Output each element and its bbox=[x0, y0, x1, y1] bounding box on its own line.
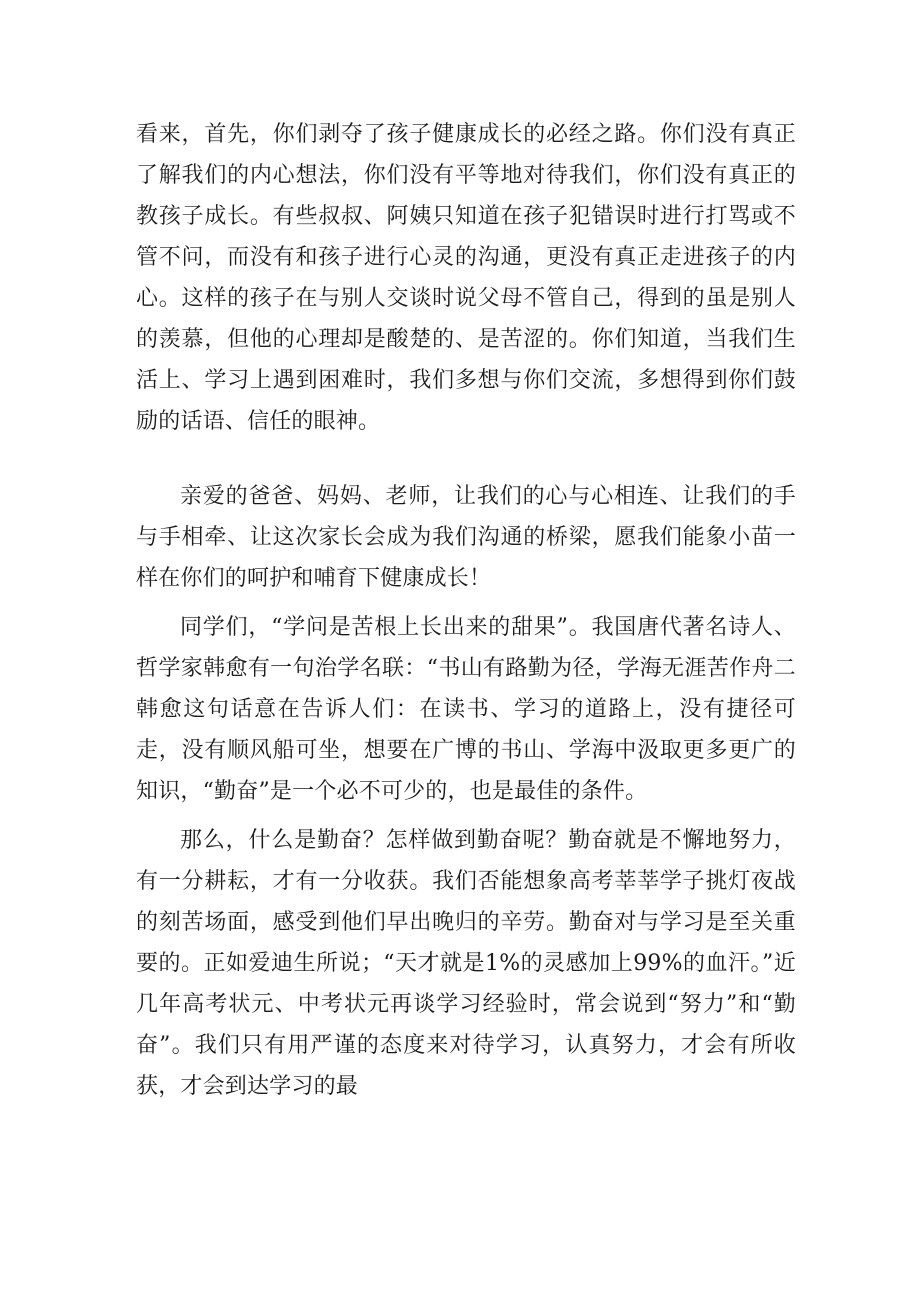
paragraph-1: 看来，首先，你们剥夺了孩子健康成长的必经之路。你们没有真正了解我们的内心想法，你们没有平等地对待我们，你们没有真正的教孩子成长。有些叔叔、阿姨只知道在孩子犯错误时进行打骂或不管不问，而没有和孩子进行心灵的沟通，更没有真正走进孩子的内心。这样的孩子在与别人交谈时说父母不管自己，得到的虽是别人的羡慕，但他的心理却是酸楚的、是苦涩的。你们知道，当我们生活上、学习上遇到困难时，我们多想与你们交流，多想得到你们鼓励的话语、信任的眼神。 bbox=[136, 122, 796, 434]
paragraph-4: 那么，什么是勤奋？怎样做到勤奋呢？勤奋就是不懈地努力，有一分耕耘，才有一分收获。我们否能想象高考莘莘学子挑灯夜战的刻苦场面，感受到他们早出晚归的辛劳。勤奋对与学习是至关重要的。正如爱迪生所说；“天才就是1%的灵感加上99%的血汗。”近几年高考状元、中考状元再谈学习经验时，常会说到“努力”和“勤奋”。我们只有用严谨的态度来对待学习，认真努力，才会有所收获，才会到达学习的最 bbox=[136, 828, 796, 1099]
document-body bbox=[136, 114, 796, 1107]
paragraph-2: 亲爱的爸爸、妈妈、老师，让我们的心与心相连、让我们的手与手相牵、让这次家长会成为我们沟通的桥梁，愿我们能象小苗一样在你们的呵护和哺育下健康成长！ bbox=[136, 484, 796, 591]
paragraph-3: 同学们，“学问是苦根上长出来的甜果”。我国唐代著名诗人、哲学家韩愈有一句治学名联：“书山有路勤为径，学海无涯苦作舟二韩愈这句话意在告诉人们：在读书、学习的道路上，没有捷径可走，没有顺风船可坐，想要在广博的书山、学海中汲取更多更广的知识，“勤奋”是一个必不可少的，也是最佳的条件。 bbox=[136, 615, 796, 804]
